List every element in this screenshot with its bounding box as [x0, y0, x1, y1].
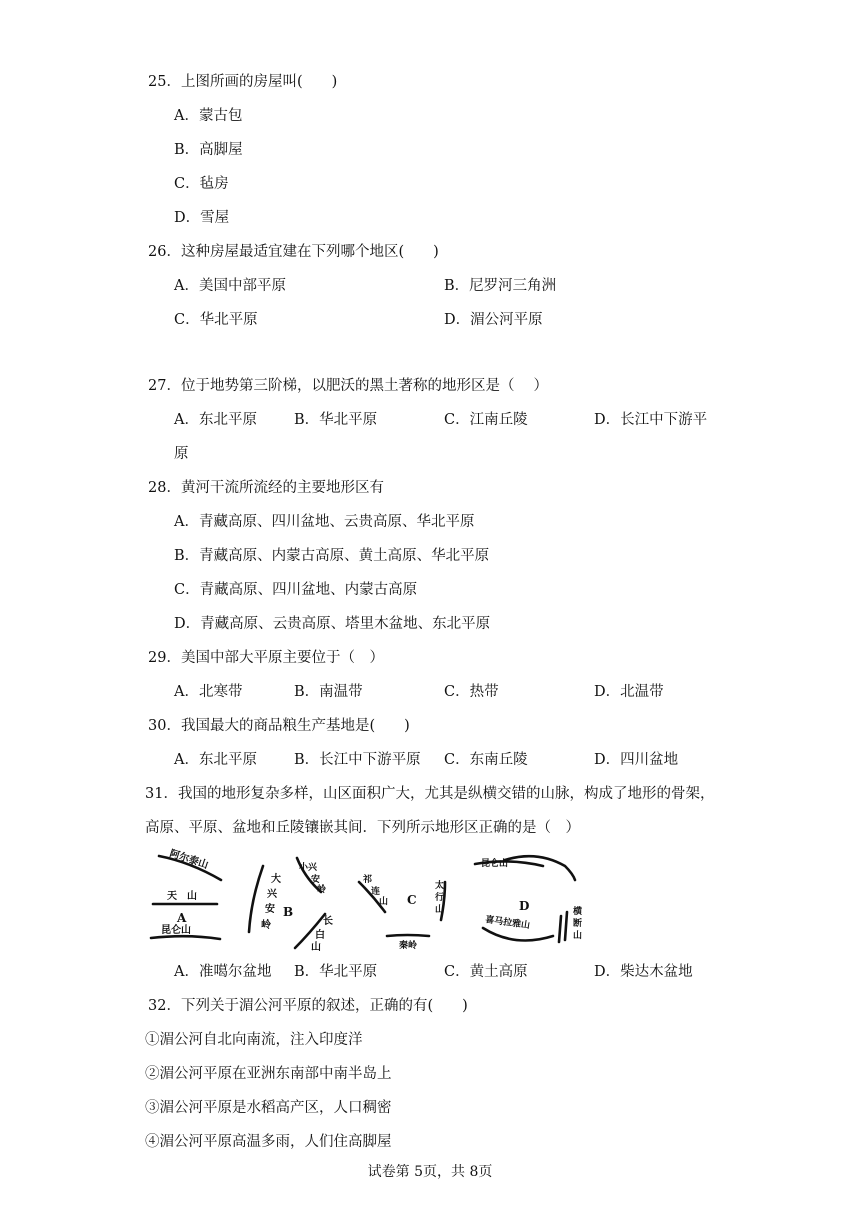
q31-option-c[interactable]: C．黄土高原 [444, 964, 528, 980]
q31-option-a[interactable]: A．准噶尔盆地 [174, 964, 272, 980]
q28-option-c[interactable]: C．青藏高原、四川盆地、内蒙古高原 [174, 582, 418, 598]
map-c-label-3: 山 [379, 897, 389, 907]
q27-option-d-wrap: 原 [174, 446, 189, 462]
q32-statement-4: ④湄公河平原高温多雨，人们住高脚屋 [145, 1134, 392, 1150]
map-c-label-1: 祁 [363, 875, 373, 885]
map-b-label-3: 安 [265, 904, 275, 915]
q32-statement-1: ①湄公河自北向南流，注入印度洋 [145, 1032, 363, 1048]
question-26-stem: 26．这种房屋最适宜建在下列哪个地区( ) [148, 244, 439, 260]
map-b-label-4: 岭 [261, 920, 271, 931]
question-29-stem: 29．美国中部大平原主要位于（ ） [148, 650, 384, 666]
map-b-label-7: 岭 [317, 885, 327, 895]
q30-option-d[interactable]: D．四川盆地 [594, 752, 679, 768]
question-32-stem: 32．下列关于湄公河平原的叙述，正确的有( ) [148, 998, 468, 1014]
q27-option-c[interactable]: C．江南丘陵 [444, 412, 528, 428]
q28-option-b[interactable]: B．青藏高原、内蒙古高原、黄土高原、华北平原 [174, 548, 490, 564]
q26-option-c[interactable]: C．华北平原 [174, 312, 258, 328]
map-b-label-6: 安 [311, 875, 321, 885]
map-d-label-2: 喜马拉雅山 [484, 915, 531, 932]
map-a-label-kunlun: 昆仑山 [161, 925, 191, 936]
q31-option-d[interactable]: D．柴达木盆地 [594, 964, 693, 980]
map-a-label-tianshan: 天 山 [167, 891, 197, 902]
map-c-label-7: 秦岭 [399, 941, 418, 951]
q32-statement-2: ②湄公河平原在亚洲东南部中南半岛上 [145, 1066, 392, 1082]
question-30-stem: 30．我国最大的商品粮生产基地是( ) [148, 718, 410, 734]
map-c-letter: C [407, 893, 417, 907]
q25-option-d[interactable]: D．雪屋 [174, 210, 230, 226]
question-27-stem: 27．位于地势第三阶梯，以肥沃的黑土著称的地形区是（ ） [148, 378, 549, 394]
map-b-letter: B [283, 905, 294, 919]
q32-statement-3: ③湄公河平原是水稻高产区，人口稠密 [145, 1100, 392, 1116]
q29-option-a[interactable]: A．北寒带 [174, 684, 243, 700]
page-footer: 试卷第 5页，共 8页 [367, 1164, 493, 1180]
q25-option-c[interactable]: C．毡房 [174, 176, 229, 192]
map-c-label-5: 行 [435, 893, 445, 903]
terrain-sketch-maps [145, 842, 605, 954]
map-a-letter: A [177, 911, 187, 925]
map-c-label-4: 太 [435, 881, 445, 891]
q26-option-b[interactable]: B．尼罗河三角洲 [444, 278, 557, 294]
q30-option-c[interactable]: C．东南丘陵 [444, 752, 528, 768]
map-b-label-10: 山 [311, 942, 321, 953]
map-b-label-8: 长 [323, 916, 333, 927]
map-d-letter: D [519, 899, 530, 913]
q29-option-b[interactable]: B．南温带 [294, 684, 363, 700]
q25-option-a[interactable]: A．蒙古包 [174, 108, 243, 124]
q29-option-d[interactable]: D．北温带 [594, 684, 664, 700]
q26-option-d[interactable]: D．湄公河平原 [444, 312, 543, 328]
map-b-labels [261, 861, 333, 953]
map-c-label-2: 连 [371, 887, 381, 897]
q27-option-a[interactable]: A．东北平原 [174, 412, 257, 428]
map-b-label-1: 大 [271, 874, 281, 885]
q29-option-c[interactable]: C．热带 [444, 684, 499, 700]
q28-option-d[interactable]: D．青藏高原、云贵高原、塔里木盆地、东北平原 [174, 616, 491, 632]
map-a-label-altai: 阿尔泰山 [168, 848, 210, 872]
map-d-label-1: 昆仑山 [481, 859, 509, 869]
q31-option-b[interactable]: B．华北平原 [294, 964, 378, 980]
q28-option-a[interactable]: A．青藏高原、四川盆地、云贵高原、华北平原 [174, 514, 475, 530]
q26-option-a[interactable]: A．美国中部平原 [174, 278, 286, 294]
q27-option-d[interactable]: D．长江中下游平 [594, 412, 708, 428]
map-c-label-6: 山 [435, 905, 445, 915]
map-b-label-2: 兴 [267, 889, 277, 900]
q30-option-b[interactable]: B．长江中下游平原 [294, 752, 421, 768]
q27-option-b[interactable]: B．华北平原 [294, 412, 378, 428]
map-a-labels [161, 846, 210, 936]
map-b-label-5: 小兴 [299, 863, 318, 873]
q30-option-a[interactable]: A．东北平原 [174, 752, 257, 768]
map-c-labels [363, 873, 444, 951]
map-d-label-5: 山 [573, 931, 583, 941]
question-31-stem-line1: 31．我国的地形复杂多样，山区面积广大，尤其是纵横交错的山脉，构成了地形的骨架， [145, 786, 715, 802]
q25-option-b[interactable]: B．高脚屋 [174, 142, 243, 158]
map-b-label-9: 白 [315, 930, 325, 941]
map-d-label-3: 横 [573, 907, 583, 917]
question-25-stem: 25．上图所画的房屋叫( ) [148, 74, 338, 90]
map-d-label-4: 断 [573, 919, 583, 929]
question-31-stem-line2: 高原、平原、盆地和丘陵镶嵌其间．下列所示地形区正确的是（ ） [145, 820, 580, 836]
question-28-stem: 28．黄河干流所流经的主要地形区有 [148, 480, 384, 496]
